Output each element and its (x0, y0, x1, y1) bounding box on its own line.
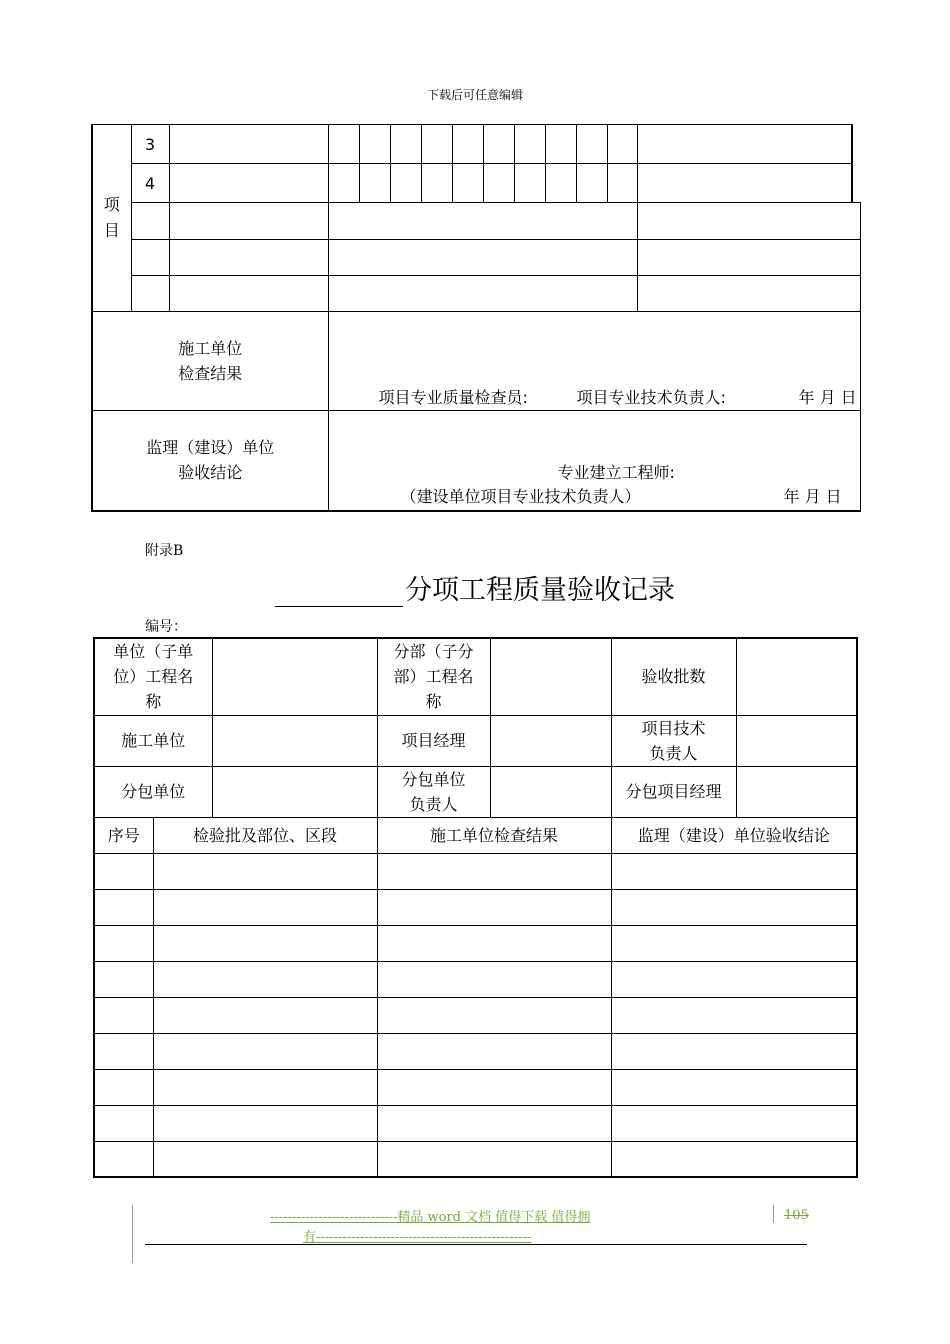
point-cell[interactable] (576, 164, 607, 203)
item-label-1: 项 (103, 195, 120, 214)
title-text: 分项工程质量验收记录 (405, 575, 675, 606)
sub-lead-value[interactable] (490, 766, 611, 817)
date-label: 年 月 日 (798, 388, 857, 407)
spacer (852, 164, 860, 203)
construction-check-row (92, 312, 860, 411)
spec-cell[interactable] (328, 240, 637, 276)
batch-count-value[interactable] (736, 638, 857, 715)
conclusion-cell[interactable] (611, 1105, 857, 1141)
sub-project-manager-value[interactable] (736, 766, 857, 817)
point-cell[interactable] (328, 164, 359, 203)
col-header-check: 施工单位检查结果 (377, 817, 611, 853)
check-cell[interactable] (377, 1141, 611, 1177)
title-blank[interactable] (275, 578, 403, 607)
point-cell[interactable] (328, 125, 359, 164)
header-note: 下载后可任意编辑 (426, 88, 523, 102)
check-cell[interactable] (377, 853, 611, 889)
column-header-row (94, 817, 857, 853)
check-cell[interactable] (377, 925, 611, 961)
result-cell[interactable] (637, 164, 852, 203)
row-number: 3 (131, 125, 169, 164)
division-name-value[interactable] (490, 638, 611, 715)
seq-cell[interactable] (94, 997, 153, 1033)
table-row (94, 715, 857, 766)
col-header-batch: 检验批及部位、区段 (153, 817, 377, 853)
item-cell[interactable] (169, 125, 328, 164)
batch-cell[interactable] (153, 1105, 377, 1141)
table-row (94, 997, 857, 1033)
point-cell[interactable] (452, 125, 483, 164)
point-cell[interactable] (421, 125, 452, 164)
spec-cell[interactable] (328, 276, 637, 312)
tech-lead-label: 项目技术 负责人 (611, 715, 736, 766)
footer-promo-line-2: 有------------------------------------------------- (303, 1230, 532, 1245)
supervision-label-1: 监理（建设）单位 (146, 438, 275, 458)
project-manager-value[interactable] (490, 715, 611, 766)
seq-cell[interactable] (94, 889, 153, 925)
table-row (94, 766, 857, 817)
item-cell[interactable] (169, 164, 328, 203)
appendix-label: 附录B (145, 543, 184, 559)
sub-project-manager-label: 分包项目经理 (611, 766, 736, 817)
inspection-items-table (91, 124, 861, 512)
item-label-cell (92, 125, 131, 312)
unit-name-label: 单位（子单 位）工程名 称 (94, 638, 212, 715)
conclusion-cell[interactable] (611, 997, 857, 1033)
conclusion-cell[interactable] (611, 925, 857, 961)
point-cell[interactable] (483, 164, 514, 203)
construction-check-content[interactable] (328, 312, 860, 411)
conclusion-cell[interactable] (611, 889, 857, 925)
project-manager-label: 项目经理 (377, 715, 490, 766)
quality-inspector-label: 项目专业质量检查员: (378, 388, 528, 407)
supervision-conclusion-row (92, 411, 860, 511)
point-cell[interactable] (390, 125, 421, 164)
result-cell[interactable] (637, 125, 852, 164)
batch-cell[interactable] (153, 889, 377, 925)
construction-unit-value[interactable] (212, 715, 377, 766)
construction-check-label (92, 312, 328, 411)
seq-cell[interactable] (94, 961, 153, 997)
table-row (94, 638, 857, 715)
col-header-conclusion: 监理（建设）单位验收结论 (611, 817, 857, 853)
conclusion-cell[interactable] (611, 1141, 857, 1177)
seq-cell[interactable] (94, 925, 153, 961)
item-cell[interactable] (169, 203, 328, 240)
owner-tech-lead-label: （建设单位项目专业技术负责人） (400, 487, 641, 507)
footer-promo (270, 1208, 685, 1248)
page-title (0, 568, 950, 607)
row-number: 4 (131, 164, 169, 203)
conclusion-cell[interactable] (611, 961, 857, 997)
table-row (94, 1069, 857, 1105)
check-cell[interactable] (377, 997, 611, 1033)
seq-cell[interactable] (94, 1105, 153, 1141)
result-cell[interactable] (637, 276, 860, 312)
point-cell[interactable] (421, 164, 452, 203)
tech-lead-value[interactable] (736, 715, 857, 766)
table-row (94, 1141, 857, 1177)
spacer (852, 125, 860, 164)
table-row (94, 1105, 857, 1141)
table-row (94, 1033, 857, 1069)
seq-cell[interactable] (94, 853, 153, 889)
supervising-engineer-label: 专业建立工程师: (557, 463, 675, 483)
table-row (92, 240, 860, 276)
table-row (92, 164, 860, 203)
point-cell[interactable] (452, 164, 483, 203)
point-cell[interactable] (576, 125, 607, 164)
table-row (94, 853, 857, 889)
batch-cell[interactable] (153, 997, 377, 1033)
item-cell[interactable] (169, 276, 328, 312)
seq-cell[interactable] (94, 1069, 153, 1105)
item-cell[interactable] (169, 240, 328, 276)
result-cell[interactable] (637, 240, 860, 276)
item-label-2: 目 (103, 221, 120, 240)
seq-cell[interactable] (94, 1141, 153, 1177)
supervision-label-2: 验收结论 (178, 463, 243, 483)
sub-item-acceptance-table (93, 637, 858, 1178)
point-cell[interactable] (359, 125, 390, 164)
result-cell[interactable] (637, 203, 860, 240)
batch-cell[interactable] (153, 961, 377, 997)
code-label: 编号： (145, 619, 187, 635)
table-row (94, 889, 857, 925)
table-row (94, 925, 857, 961)
col-header-seq: 序号 (94, 817, 153, 853)
point-cell[interactable] (483, 125, 514, 164)
footer-divider (773, 1205, 774, 1223)
table-row (92, 276, 860, 312)
conclusion-cell[interactable] (611, 1033, 857, 1069)
point-cell[interactable] (607, 125, 637, 164)
batch-count-label: 验收批数 (611, 638, 736, 715)
seq-cell[interactable] (94, 1033, 153, 1069)
check-cell[interactable] (377, 1105, 611, 1141)
batch-cell[interactable] (153, 1033, 377, 1069)
point-cell[interactable] (514, 164, 545, 203)
point-cell[interactable] (359, 164, 390, 203)
tech-lead-label: 项目专业技术负责人: (576, 388, 726, 407)
footer-rule (145, 1244, 807, 1245)
construction-check-label-2: 检查结果 (178, 364, 243, 383)
construction-check-label-1: 施工单位 (178, 339, 243, 358)
division-name-label: 分部（子分 部）工程名 称 (377, 638, 490, 715)
footer-divider (132, 1205, 133, 1263)
row-number-empty[interactable] (131, 203, 169, 240)
conclusion-cell[interactable] (611, 1069, 857, 1105)
row-number-empty[interactable] (131, 276, 169, 312)
batch-cell[interactable] (153, 925, 377, 961)
row-number-empty[interactable] (131, 240, 169, 276)
footer-promo-line-1: -----------------------------精品 word 文档 值得下载 值得拥 (270, 1210, 591, 1225)
point-cell[interactable] (545, 125, 576, 164)
subcontractor-value[interactable] (212, 766, 377, 817)
point-cell[interactable] (607, 164, 637, 203)
construction-unit-label: 施工单位 (94, 715, 212, 766)
check-cell[interactable] (377, 1069, 611, 1105)
batch-cell[interactable] (153, 1069, 377, 1105)
supervision-conclusion-label (92, 411, 328, 511)
sub-lead-label: 分包单位 负责人 (377, 766, 490, 817)
unit-name-value[interactable] (212, 638, 377, 715)
conclusion-cell[interactable] (611, 853, 857, 889)
check-cell[interactable] (377, 889, 611, 925)
supervision-conclusion-content[interactable] (328, 411, 860, 511)
batch-cell[interactable] (153, 853, 377, 889)
subcontractor-label: 分包单位 (94, 766, 212, 817)
check-cell[interactable] (377, 1033, 611, 1069)
point-cell[interactable] (514, 125, 545, 164)
date-label: 年 月 日 (783, 487, 842, 507)
page-number: 105 (784, 1208, 809, 1223)
check-cell[interactable] (377, 961, 611, 997)
table-row (94, 961, 857, 997)
batch-cell[interactable] (153, 1141, 377, 1177)
point-cell[interactable] (390, 164, 421, 203)
table-row (92, 125, 860, 164)
point-cell[interactable] (545, 164, 576, 203)
table-row (92, 203, 860, 240)
spec-cell[interactable] (328, 203, 637, 240)
